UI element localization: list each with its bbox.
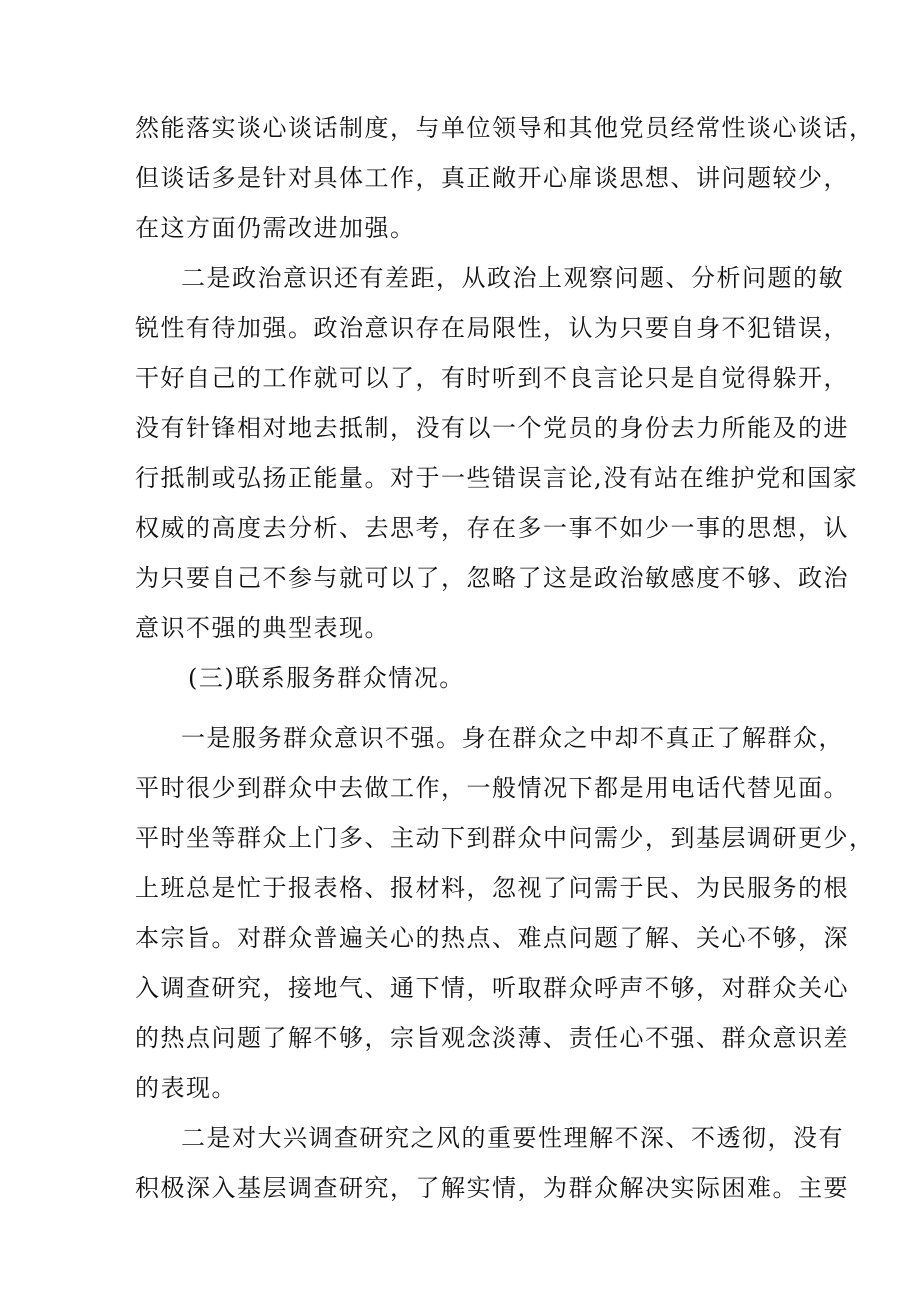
paragraph-2-first-line: 二是政治意识还有差距，从政治上观察问题、分析问题的敏 [181, 264, 844, 292]
text-line-19: 的热点问题了解不够，宗旨观念淡薄、责任心不强、群众意识差 [135, 1024, 849, 1052]
text-line-18: 入调查研究，接地气、通下情，听取群众呼声不够，对群众关心 [135, 974, 849, 1002]
text-line-6: 干好自己的工作就可以了，有时听到不良言论只是自觉得躲开， [135, 364, 849, 392]
text-line-20: 的表现。 [135, 1074, 237, 1102]
paragraph-4-first-line: 二是对大兴调查研究之风的重要性理解不深、不透彻，没有 [181, 1124, 844, 1152]
text-line-14: 平时很少到群众中去做工作，一般情况下都是用电话代替见面。 [135, 774, 849, 802]
text-line-8: 行抵制或弘扬正能量。对于一些错误言论,没有站在维护党和国家 [135, 464, 859, 492]
text-line-17: 本宗旨。对群众普遍关心的热点、难点问题了解、关心不够，深 [135, 924, 849, 952]
text-line-2: 但谈话多是针对具体工作，真正敞开心扉谈思想、讲问题较少， [135, 164, 849, 192]
text-line-10: 为只要自己不参与就可以了，忽略了这是政治敏感度不够、政治 [135, 564, 849, 592]
text-line-1: 然能落实谈心谈话制度，与单位领导和其他党员经常性谈心谈话， [135, 114, 875, 142]
section-heading: (三)联系服务群众情况。 [188, 664, 465, 692]
text-line-9: 权威的高度去分析、去思考，存在多一事不如少一事的思想，认 [135, 514, 849, 542]
paragraph-3-first-line: 一是服务群众意识不强。身在群众之中却不真正了解群众， [181, 724, 844, 752]
text-line-5: 锐性有待加强。政治意识存在局限性，认为只要自身不犯错误， [135, 314, 849, 342]
text-line-3: 在这方面仍需改进加强。 [135, 214, 416, 242]
text-line-7: 没有针锋相对地去抵制，没有以一个党员的身份去力所能及的进 [135, 414, 849, 442]
text-line-22: 积极深入基层调查研究，了解实情，为群众解决实际困难。主要 [135, 1174, 849, 1202]
text-line-11: 意识不强的典型表现。 [135, 614, 390, 642]
text-line-15: 平时坐等群众上门多、主动下到群众中问需少，到基层调研更少， [135, 824, 875, 852]
text-line-16: 上班总是忙于报表格、报材料，忽视了问需于民、为民服务的根 [135, 874, 849, 902]
